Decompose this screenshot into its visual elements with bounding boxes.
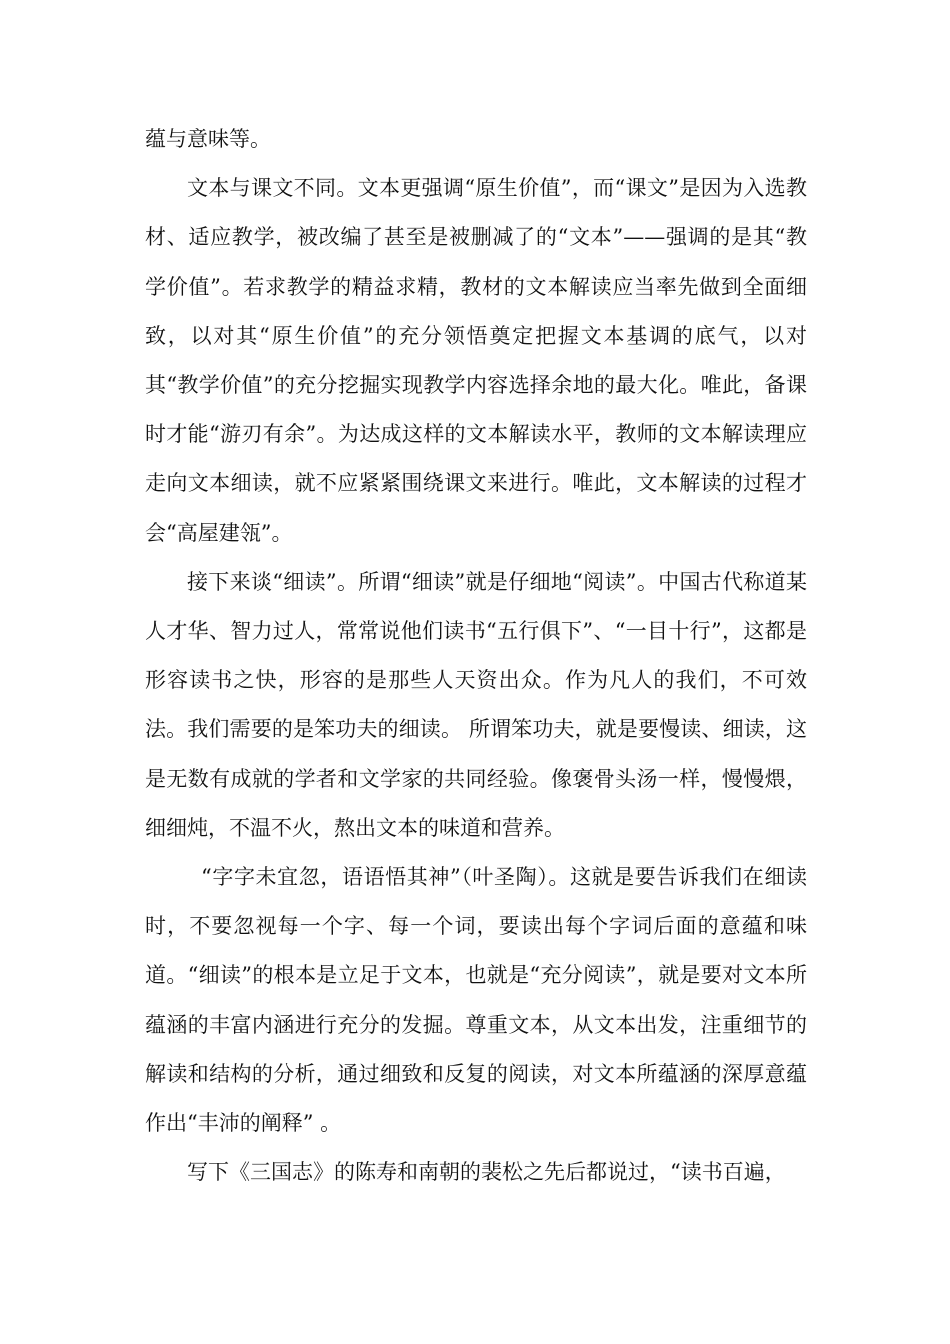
paragraph-continuation: 蕴与意味等。 [145,127,271,151]
body-text [145,115,807,1197]
paragraph-ye-shengtao-quote: “字字未宜忽，语语悟其神”（叶圣陶）。这就是要告诉我们在细读时，不要忽视每一个字、每一个词，要读出每个字词后面的意蕴和味道。“细读”的根本是立足于文本，也就是“充分阅读”，就是要对文本所蕴涵的丰富内涵进行充分的发掘。尊重文本，从文本出发，注重细节的解读和结构的分析，通过细致和反复的阅读，对文本所蕴涵的深厚意蕴作出“丰沛的阐释” 。 [145,865,807,1136]
paragraph-text-vs-lesson: 文本与课文不同。文本更强调“原生价值”，而“课文”是因为入选教材、适应教学，被改编了甚至是被删减了的“文本”——强调的是其“教学价值”。若求教学的精益求精，教材的文本解读应当率先做到全面细致，以对其“原生价值”的充分领悟奠定把握文本基调的底气，以对其“教学价值”的充分挖掘实现教学内容选择余地的最大化。唯此，备课时才能“游刃有余”。为达成这样的文本解读水平，教师的文本解读理应走向文本细读，就不应紧紧围绕课文来进行。唯此，文本解读的过程才会“高屋建瓴”。 [145,176,807,545]
paragraph-close-reading: 接下来谈“细读”。所谓“细读”就是仔细地“阅读”。中国古代称道某人才华、智力过人，常常说他们读书“五行俱下”、“一目十行”，这都是形容读书之快，形容的是那些人天资出众。作为凡人的我们，不可效法。我们需要的是笨功夫的细读。 所谓笨功夫，就是要慢读、细读，这是无数有成就的学者和文学家的共同经验。像褒骨头汤一样，慢慢煨，细细炖，不温不火，熬出文本的味道和营养。 [145,569,807,840]
paragraph-sanguozhi: 写下《三国志》的陈寿和南朝的裴松之先后都说过，“读书百遍， [187,1160,786,1185]
